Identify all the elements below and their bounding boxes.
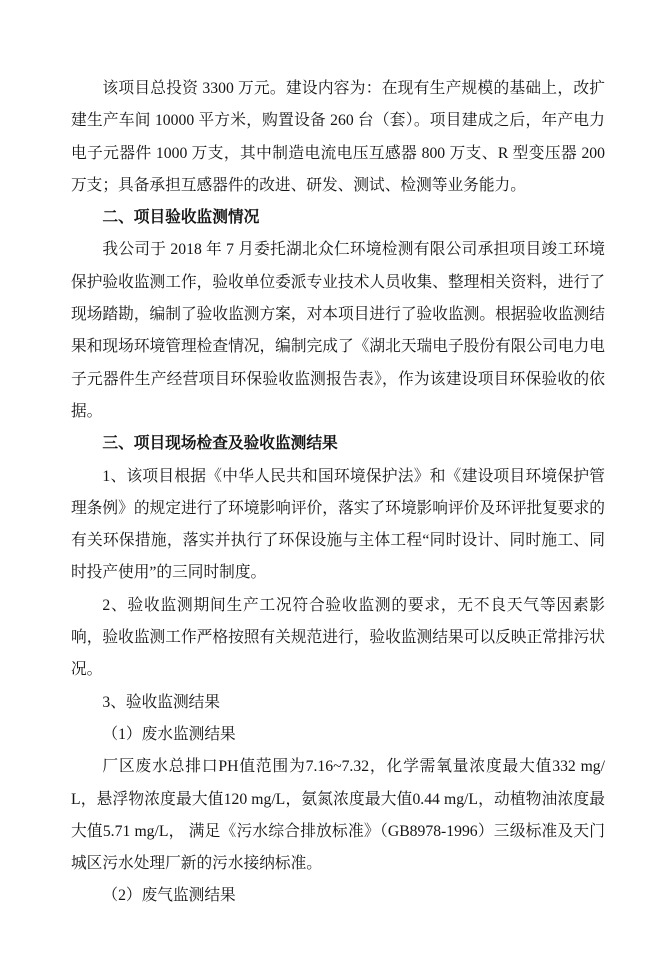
paragraph-item-1-eia-compliance: 1、该项目根据《中华人民共和国环境保护法》和《建设项目环境保护管理条例》的规定进行了环境影响评价，落实了环境影响评价及环评批复要求的有关环保措施，落实并执行了环保设施与主体工程“同时设计、同时施工、同时投产使用”的三同时制度。 [71, 467, 605, 582]
paragraph-item-3-monitoring-results: 3、验收监测结果 [102, 693, 221, 711]
section-heading-site-inspection-results: 三、项目现场检查及验收监测结果 [102, 435, 338, 453]
subheading-wastewater-results: （1）废水监测结果 [102, 725, 236, 743]
section-heading-acceptance-monitoring: 二、项目验收监测情况 [102, 209, 260, 227]
paragraph-item-2-monitoring-conditions: 2、验收监测期间生产工况符合验收监测的要求，无不良天气等因素影响，验收监测工作严格按照有关规范进行，验收监测结果可以反映正常排污状况。 [71, 596, 605, 679]
paragraph-wastewater-data: 厂区废水总排口PH值范围为7.16~7.32，化学需氧量浓度最大值332 mg/L，悬浮物浓度最大值120 mg/L，氨氮浓度最大值0.44 mg/L，动植物油浓度最大值5.71 mg/L， 满足《污水综合排放标准》（GB8978-1996）三级标准及天门城区污水处理厂新的污水接纳标准。 [71, 758, 605, 873]
paragraph-monitoring-commission: 我公司于 2018 年 7 月委托湖北众仁环境检测有限公司承担项目竣工环境保护验收监测工作，验收单位委派专业技术人员收集、整理相关资料，进行了现场踏勘，编制了验收监测方案，对本项目进行了验收监测。根据验收监测结果和现场环境管理检查情况，编制完成了《湖北天瑞电子股份有限公司电力电子元器件生产经营项目环保验收监测报告表》，作为该建设项目环保验收的依据。 [71, 241, 605, 420]
subheading-exhaust-gas-results: （2）废气监测结果 [102, 887, 236, 905]
paragraph-project-investment: 该项目总投资 3300 万元。建设内容为：在现有生产规模的基础上，改扩建生产车间 10000 平方米，购置设备 260 台（套）。项目建成之后，年产电力电子元器件 1000 万支，其中制造电流电压互感器 800 万支、R 型变压器 200 万支；具备承担互感器件的改进、研发、测试、检测等业务能力。 [71, 80, 605, 194]
